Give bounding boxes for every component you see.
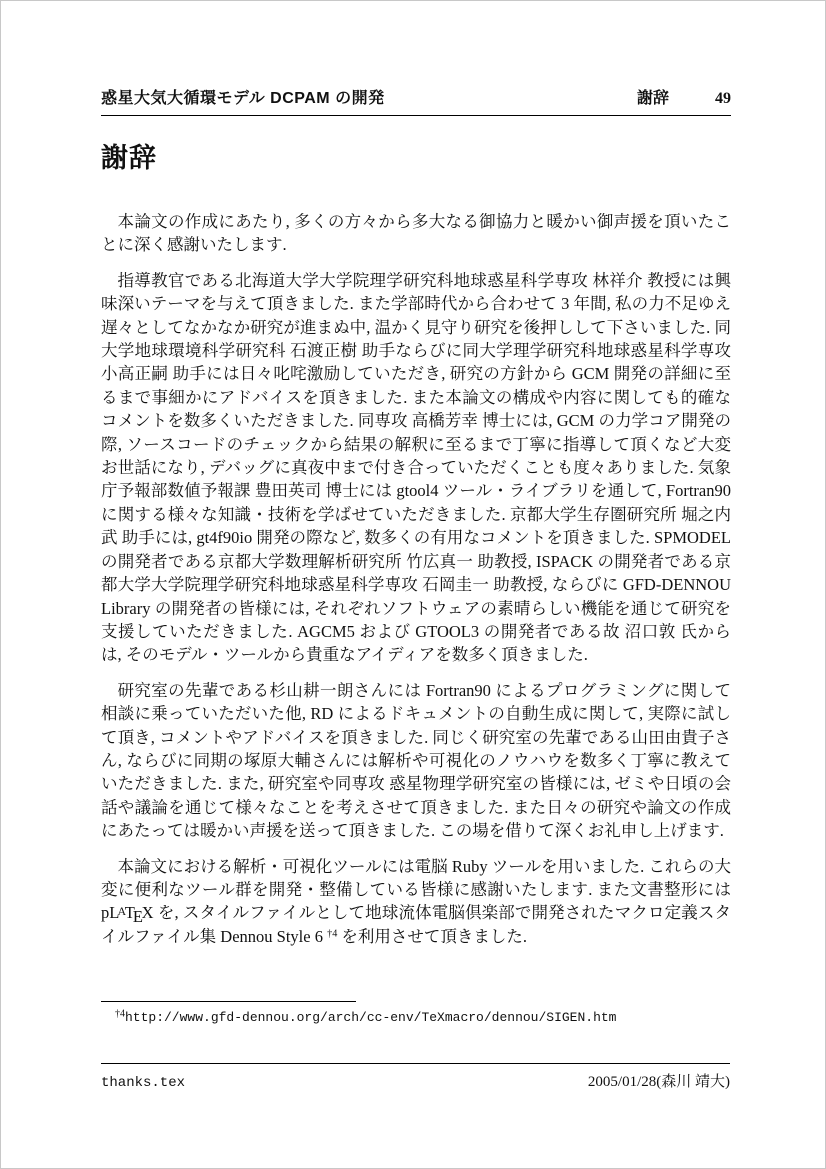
header-doc-title: 惑星大気大循環モデル DCPAM の開発	[101, 90, 385, 107]
footer-date-author: 2005/01/28(森川 靖大)	[587, 1074, 730, 1090]
footnote-rule	[101, 1001, 356, 1002]
paragraph-4-text-middle: を, スタイルファイルとして地球流体電脳倶楽部で開発されたマクロ定義スタイルファイル集 Dennou Style 6	[101, 903, 731, 946]
footnote-block	[101, 1001, 731, 1026]
platex-letter: L	[109, 903, 120, 923]
platex-letter: T	[124, 903, 135, 923]
body-text	[101, 210, 731, 948]
paragraph-3: 研究室の先輩である杉山耕一朗さんには Fortran90 によるプログラミングに関して相談に乗っていただいた他, RD によるドキュメントの自動生成に関して, 実際に試して頂き, コメントやアドバイスを頂きました. 同じく研究室の先輩である山田由貴子さん, ならびに同期の塚原大輔さんには解析や可視化のノウハウを数多く丁寧に教えていただきました. また, 研究室や同専攻 惑星物理学研究室の皆様には, ゼミや日頃の会話や議論を通じて様々なことを考えさせて頂きました. また日々の研究や論文の作成にあたっては暖かい声援を送って頂きました. この場を借りて深くお礼申し上げます.	[101, 680, 731, 841]
footnote-url: http://www.gfd-dennou.org/arch/cc-env/TeXmacro/dennou/SIGEN.htm	[125, 1010, 617, 1025]
platex-letter: E	[132, 907, 143, 926]
page-footer	[101, 1063, 730, 1091]
page-header	[101, 85, 731, 116]
section-title: 謝辞	[101, 143, 157, 173]
platex-letter: X	[141, 903, 154, 923]
paragraph-1: 本論文の作成にあたり, 多くの方々から多大なる御協力と暖かい御声援を頂いたことに深く感謝いたします.	[101, 212, 731, 255]
platex-letter: A	[117, 904, 127, 919]
platex-letter: p	[101, 903, 110, 923]
paragraph-4	[101, 855, 731, 949]
header-right-group	[637, 85, 731, 108]
footnote-marker: †4	[115, 1008, 125, 1020]
footnote-marker-inline: †4	[327, 928, 338, 940]
platex-logo	[101, 903, 154, 926]
footnote	[101, 1008, 731, 1026]
page-content	[101, 85, 731, 960]
paragraph-4-text-after: を利用させて頂きました.	[337, 926, 528, 946]
header-section-name: 謝辞	[636, 90, 669, 107]
footer-filename: thanks.tex	[101, 1075, 186, 1091]
paragraph-2: 指導教官である北海道大学大学院理学研究科地球惑星科学専攻 林祥介 教授には興味深いテーマを与えて頂きました. また学部時代から合わせて 3 年間, 私の力不足ゆえ遅々としてなかなか研究が進まぬ中, 温かく見守り研究を後押しして下さいました. 同大学地球環境科学研究科 石渡正樹 助手ならびに同大学理学研究科地球惑星科学専攻 小高正嗣 助手には日々叱咤激励していただき, 研究の方針から GCM 開発の詳細に至るまで事細かにアドバイスを頂きました. また本論文の構成や内容に関しても的確なコメントを数多くいただきました. 同専攻 高橋芳幸 博士には, GCM の力学コア開発の際, ソースコードのチェックから結果の解釈に至るまで丁寧に指導して頂くなど大変お世話になり, デバッグに真夜中まで付き合っていただくことも度々ありました. 気象庁予報部数値予報課 豊田英司 博士には gtool4 ツール・ライブラリを通して, Fortran90 に関する様々な知識・技術を学ばせていただきました. 京都大学生存圏研究所 堀之内武 助手には, gt4f90io 開発の際など, 数多くの有用なコメントを頂きました. SPMODEL の開発者である京都大学数理解析研究所 竹広真一 助教授, ISPACK の開発者である京都大学大学院理学研究科地球惑星科学専攻 石岡圭一 助教授, ならびに GFD-DENNOU Library の開発者の皆様には, それぞれソフトウェアの素晴らしい機能を通じて研究を支援していただきました. AGCM5 および GTOOL3 の開発者である故 沼口敦 氏からは, そのモデル・ツールから貴重なアイディアを数多く頂きました.	[101, 270, 731, 665]
paragraph-4-text-before: 本論文における解析・可視化ツールには電脳 Ruby ツールを用いました. これらの大変に便利なツール群を開発・整備している皆様に感謝いたします. また文書整形には	[101, 856, 731, 899]
header-page-number: 49	[715, 90, 731, 107]
